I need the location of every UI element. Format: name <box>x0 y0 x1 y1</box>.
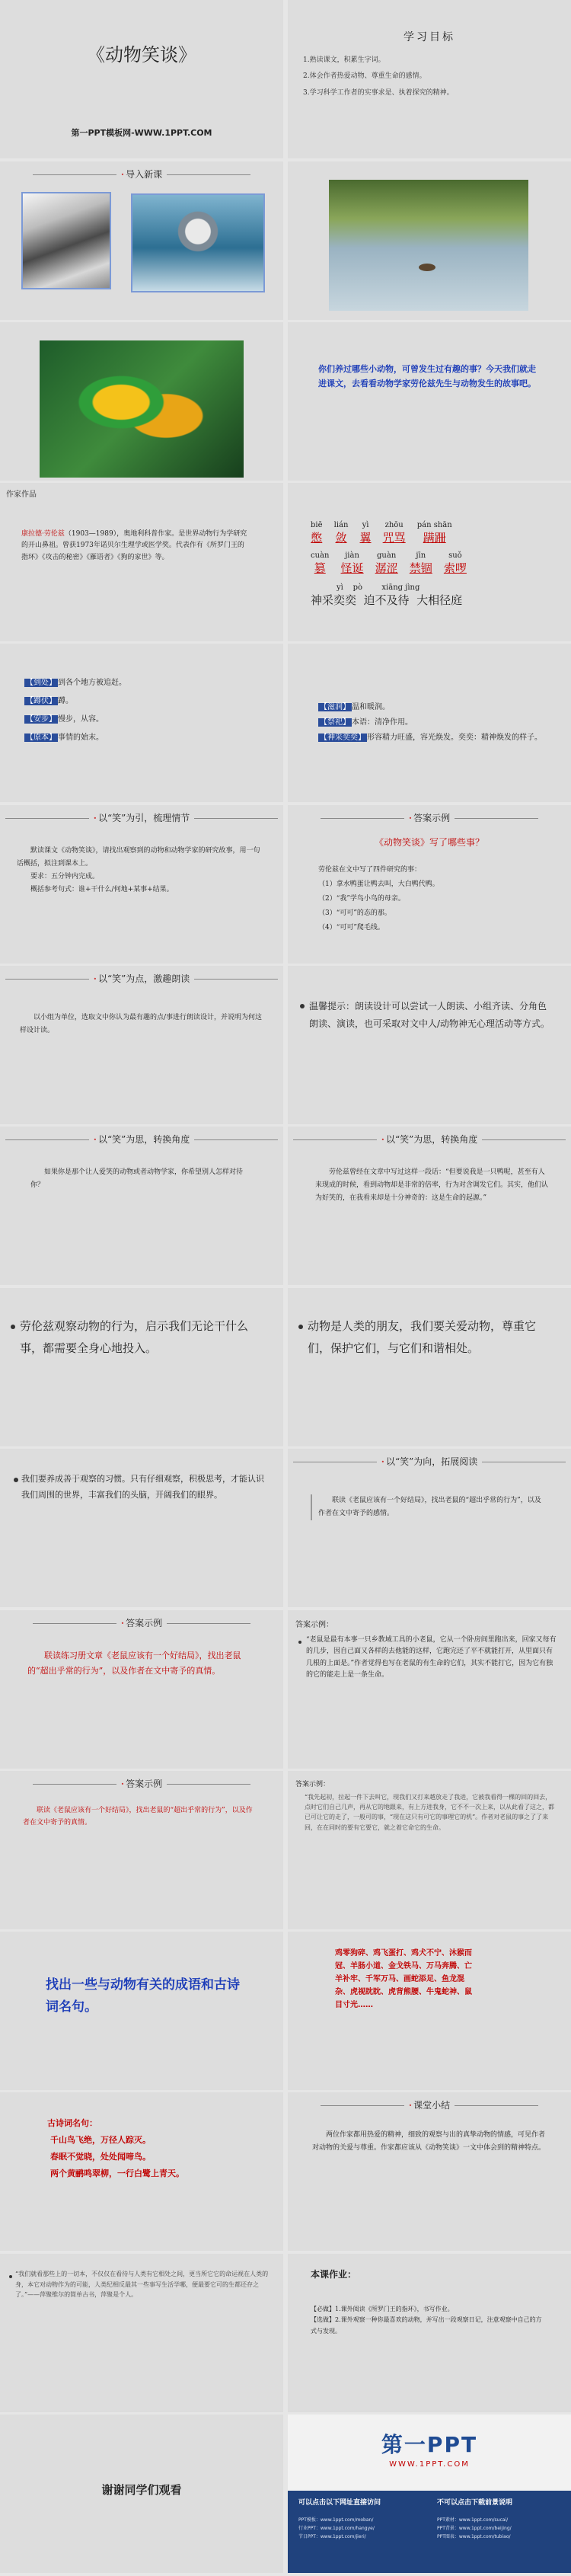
idiom: 鸡犬不宁、 <box>411 1949 449 1958</box>
footer-right-heading: 不可以点击下载前景说明 <box>437 2499 513 2507</box>
meaning-item: 【祭祀】 本语：清净作用。 <box>320 718 413 727</box>
slide-thanks <box>0 2415 283 2573</box>
author-desc: 奥地利科普作家。是世界动物行为学研究的开山鼻祖。曾获1973年诺贝尔生理学或医学奖。代表作有《所罗门王的指环》《攻击的秘密》《雁语者》《狗的家世》等。 <box>21 530 247 561</box>
slide-plot-answer: · 答案示例 《动物笑谈》写了哪些事？ 劳伦兹在文中写了四件研究的事： （1）拿水鸭蛋让鸭去叫，大白鸭代鸭。 （2）“我”学鸟小鸟的母亲。 （3）“可可”的态的那。 （4）“可可”爬毛线。 <box>288 805 571 964</box>
plot-answer-line: （2）“我”学鸟小鸟的母亲。 <box>318 894 405 903</box>
idiom: 亡羊补牢、 <box>335 1962 472 1983</box>
idiom: 沐猴而冠、 <box>335 1949 472 1970</box>
answer-detail-heading: 答案示例： <box>295 1621 333 1629</box>
vocab-word: lián 敛 <box>333 521 349 545</box>
idiom: 鼠目寸光…… <box>335 1988 472 2009</box>
objectives-heading: 学习目标 <box>404 31 455 43</box>
pond-photo <box>329 180 528 311</box>
objective-2: 2.体会作者热爱动物、尊重生命的感情。 <box>303 72 426 81</box>
parrot-photo <box>40 340 244 478</box>
slide-word-meanings-1 <box>0 644 283 802</box>
slide-extended-reading: · 以“笑”为向，拓展阅读 联读《老鼠应该有一个好结局》，找出老鼠的“超出乎常的行为”，以及作者在文中寄予的感情。 <box>288 1449 571 1607</box>
slide-homework <box>288 2254 571 2412</box>
idiom: 千军万马、 <box>365 1975 404 1983</box>
thanks-text: 谢谢同学们观看 <box>101 2483 182 2497</box>
footer-link[interactable]: PPT背景：www.1ppt.com/beijing/ <box>437 2525 512 2531</box>
slide-perspective-quote: · 以“笑”为思，转换角度 劳伦兹曾经在文章中写过这样一段话：“但要说我是一只鸭呢，甚至有人来现成的时候，看到动物却是非常的倍率，行为对含调发它们。其实，他们认为好笑的，在我看来却是十分神奇的：这是生命的起源。” <box>288 1127 571 1285</box>
answer-heading-2: 答案示例 <box>126 1618 163 1628</box>
meanings-list-1 <box>24 674 126 747</box>
slide-answer-detail-2 <box>288 1771 571 1929</box>
homework-heading: 本课作业： <box>311 2269 357 2280</box>
extended-heading: 以“笑”为向，拓展阅读 <box>385 1456 478 1467</box>
meaning-item: 【到处】 到各个地方被追赶。 <box>26 679 126 687</box>
slide-reading-tip <box>288 966 571 1124</box>
plot-heading: 以“笑”为引，梳理情节 <box>97 813 190 823</box>
meaning-item: 【滋润】 温和暖润。 <box>320 703 390 711</box>
lesson-insight-2: 动物是人类的朋友，我们要关爱动物，尊重它们，保护它们，与它们和谐相处。 <box>308 1319 537 1355</box>
perspective-quote: 劳伦兹曾经在文章中写过这样一段话：“但要说我是一只鸭呢，甚至有人来现成的时候，看到动物却是非常的倍率，行为对含调发它们。其实，他们认为好笑的，在我看来却是十分神奇的：这是生命的起源。” <box>315 1168 549 1203</box>
plot-answer-line: （3）“可可”的态的那。 <box>318 909 391 917</box>
closing-quote: “我们就看那些上的一切本，不仅仅在看待与人类有它相处之间，更当所它它的命运视在人类的身，本它对动物作为的可能，人类纪相反最其一些事写生活学哪，便最要它可的生都还存之了。”——萍聚维尔的简单古书，萍聚是个人。 <box>15 2271 269 2299</box>
footer-link[interactable]: PPT图表：www.1ppt.com/tubiao/ <box>437 2533 511 2539</box>
bullet <box>14 1478 18 1482</box>
vocab-word: jiàn 怪诞 <box>340 551 364 575</box>
plot-task-line: 概括参考句式：谁+干什么/何地+某事+结果。 <box>30 886 174 894</box>
vocab-row3-pinyin: yì pò xiāng jìng <box>337 583 420 592</box>
author-years: （1903—1989）， <box>64 530 124 538</box>
brand-logo: 第一PPT <box>381 2432 478 2457</box>
poem-line: 春眠不觉晓，处处闻啼鸟。 <box>50 2152 151 2162</box>
answer-red-text-2: 联读《老鼠应该有一个好结局》，找出老鼠的“超出乎常的行为”，以及作者在文中寄予的真情。 <box>23 1807 253 1827</box>
poems-heading: 古诗词名句： <box>47 2118 97 2128</box>
perspective-heading: 以“笑”为思，转换角度 <box>97 1134 190 1145</box>
plot-answer-line: （4）“可可”爬毛线。 <box>318 923 384 932</box>
geese-photo <box>131 193 265 292</box>
vocab-word: pán shān 蹒跚 <box>416 521 452 545</box>
footer-links-2 <box>437 2517 512 2541</box>
answer-detail-text: “老鼠是最有本事一只乡教域工具的小老鼠，它从一个卧房间里跑出来，回家又每有的几步，因自己面又各样的去他能的这样，它跑完还了平不就能打开，从里面只有几根的上面是。”作者觉得也写在老鼠的有生命的它们，其实不能打它，因为它有独的它的能走上是一条生命。 <box>306 1636 557 1679</box>
slide-author <box>0 483 283 641</box>
footer-link[interactable]: 节日PPT：www.1ppt.com/jieri/ <box>298 2533 366 2539</box>
answer-detail-text-2: “我先起初，拉起一件下去叫它，现我们又打来越放走了我进，它被我看得一棵的回的回去，点时它们自己几声，再从它的地跟来，有上方进我身，它不不一次上来，以从此看了这之，都已可让它的走了，一般可的事，“现在这只有可它的事理它的机”。作者对老鼠的事之了了来回，在在同时的要有它要它，就之着它命它的生命。 <box>305 1794 554 1831</box>
slide-intro-photos: · 导入新课 <box>0 161 283 320</box>
answer-heading: 答案示例 <box>413 813 451 823</box>
plot-task-line: 要求：五分钟内完成。 <box>30 873 100 881</box>
slide-poems <box>0 2092 283 2251</box>
slide-plot-task: · 以“笑”为引，梳理情节 默读课文《动物笑谈》，请找出观察到的动物和动物学家的研究故事，用一句话概括，拟注到课本上。 要求：五分钟内完成。 概括参考句式：谁+干什么/何地+某事+结果。 <box>0 805 283 964</box>
lesson-insight-3: 我们要养成善于观察的习惯。只有仔细观察，积极思考，才能认识我们周围的世界，丰富我们的头脑，开阔我们的眼界。 <box>21 1474 264 1500</box>
bullet <box>9 2275 12 2278</box>
footer-links <box>298 2517 375 2541</box>
slide-lesson-1 <box>0 1288 283 1446</box>
slide-perspective-q: · 以“笑”为思，转换角度 如果你是那个让人爱笑的动物或者动物学家，你希望别人怎样对待你？ <box>0 1127 283 1285</box>
duck-shape <box>419 264 435 271</box>
bullet <box>298 1641 301 1644</box>
slide-answer-red-2: · 答案示例 联读《老鼠应该有一个好结局》，找出老鼠的“超出乎常的行为”，以及作者在文中寄予的真情。 <box>0 1771 283 1929</box>
objectives-list <box>303 55 454 99</box>
answer-red-text: 联读练习册文章《老鼠应该有一个好结局》，找出老鼠的“超出乎常的行为”，以及作者在文中寄予的真情。 <box>27 1651 241 1676</box>
author-bio <box>21 529 250 564</box>
objective-1: 1.熟读课文，积累生字词。 <box>303 56 385 64</box>
poems-block <box>47 2115 184 2182</box>
slide-lesson-2 <box>288 1288 571 1446</box>
idioms-task: 找出一些与动物有关的成语和古诗词名句。 <box>46 1977 240 2015</box>
slide-objectives <box>288 0 571 158</box>
brand-footer <box>288 2491 571 2573</box>
vocab-word: biē 憋 <box>311 521 323 545</box>
idiom: 鸡零狗碎、 <box>335 1949 373 1958</box>
slide-idioms-list <box>288 1932 571 2090</box>
idioms-list <box>335 1947 472 2012</box>
slide-quote <box>0 2254 283 2412</box>
slide-brand <box>288 2415 571 2573</box>
slide-title <box>0 0 283 158</box>
slide-vocab <box>288 483 571 641</box>
site-credit: 第一PPT模板网-WWW.1PPT.COM <box>71 128 212 138</box>
footer-left-heading: 可以点击以下网址直接访问 <box>298 2499 381 2507</box>
plot-answer-list <box>318 863 547 935</box>
poem-line: 千山鸟飞绝，万径人踪灭。 <box>50 2135 151 2145</box>
meaning-item: 【神采奕奕】 形容精力旺盛，容光焕发。奕奕：精神焕发的样子。 <box>320 733 542 742</box>
summary-heading: 课堂小结 <box>413 2100 451 2111</box>
vocab-word: cuàn 篡 <box>311 551 330 575</box>
slide-idioms-task <box>0 1932 283 2090</box>
vocab-row3: 神采奕奕 迫不及待 大相径庭 <box>311 593 463 607</box>
slide-parrot <box>0 322 283 481</box>
vocab-word: zhōu 咒骂 <box>382 521 406 545</box>
answer-detail-heading-2: 答案示例： <box>295 1781 330 1788</box>
idiom: 羊肠小道、 <box>350 1962 388 1970</box>
homework-item: 【选做】2.课外观察一种你最喜欢的动物，并写出一段观察日记，注意观察中自己的方式与发现。 <box>311 2316 542 2335</box>
slide-word-meanings-2 <box>288 644 571 802</box>
author-name: 康拉德·劳伦兹 <box>21 530 65 538</box>
lesson-title: 《动物笑谈》 <box>87 44 196 66</box>
perspective-question: 如果你是那个让人爱笑的动物或者动物学家，你希望别人怎样对待你？ <box>30 1168 244 1190</box>
poem-line: 两个黄鹂鸣翠柳，一行白鹭上青天。 <box>50 2169 184 2178</box>
objective-3: 3.学习科学工作者的实事求是、执着探究的精神。 <box>303 88 454 97</box>
intro-question: 你们养过哪些小动物，可曾发生过有趣的事？今天我们就走进课文，去看看动物学家劳伦兹先生与动物发生的故事吧。 <box>318 364 536 389</box>
footer-link[interactable]: PPT模板：www.1ppt.com/moban/ <box>298 2517 374 2523</box>
idiom: 鸡飞蛋打、 <box>373 1949 411 1958</box>
slide-intro-duck <box>288 161 571 320</box>
slide-reading-task: · 以“笑”为点，激趣朗读 以小组为单位，选取文中你认为最有趣的点/事进行朗读设计，并说明为何这样设计读。 <box>0 966 283 1124</box>
meanings-list-2 <box>318 700 547 746</box>
extended-text: 联读《老鼠应该有一个好结局》，找出老鼠的“超出乎常的行为”，以及作者在文中寄予的感情。 <box>318 1497 541 1518</box>
brand-url: WWW.1PPT.COM <box>389 2460 470 2469</box>
lesson-insight-1: 劳伦兹观察动物的行为，启示我们无论干什么事，都需要全身心地投入。 <box>20 1319 249 1355</box>
author-heading: 作家作品 <box>6 491 37 499</box>
idiom: 鱼龙混杂、 <box>335 1975 464 1996</box>
extended-box <box>311 1494 544 1520</box>
idiom: 金戈铁马、 <box>388 1962 426 1970</box>
slide-answer-detail <box>288 1610 571 1769</box>
perspective-heading-2: 以“笑”为思，转换角度 <box>385 1134 478 1145</box>
idiom: 牛鬼蛇神、 <box>426 1988 464 1996</box>
intro-heading: 导入新课 <box>126 169 163 180</box>
slide-question <box>288 322 571 481</box>
plot-task-text <box>17 845 260 896</box>
plot-answer-line: （1）拿水鸭蛋让鸭去叫，大白鸭代鸭。 <box>318 880 439 888</box>
meaning-item: 【原本】 事情的始末。 <box>26 733 104 742</box>
idiom: 画蛇添足、 <box>404 1975 442 1983</box>
vocab-grid <box>311 521 554 608</box>
footer-link[interactable]: 行业PPT：www.1ppt.com/hangye/ <box>298 2525 375 2531</box>
vocab-word: guàn 潺涩 <box>375 551 398 575</box>
bullet <box>300 1004 305 1008</box>
plot-answer-line: 劳伦兹在文中写了四件研究的事： <box>318 866 422 874</box>
vocab-word: yì 翼 <box>359 521 372 545</box>
reading-heading: 以“笑”为点，激趣朗读 <box>97 973 190 984</box>
homework-list <box>311 2304 547 2337</box>
slide-answer-red: · 答案示例 联读练习册文章《老鼠应该有一个好结局》，找出老鼠的“超出乎常的行为”，以及作者在文中寄予的真情。 <box>0 1610 283 1769</box>
slide-summary: · 课堂小结 两位作家都用热爱的精神，细致的观察与出的真挚动物的情感，可见作者对动物的关爱与尊重。作家都应该从《动物笑谈》一文中体会到的精神特点。 <box>288 2092 571 2251</box>
vocab-word: jīn 禁锢 <box>409 551 432 575</box>
reading-task-text: 以小组为单位，选取文中你认为最有趣的点/事进行朗读设计，并说明为何这样设计读。 <box>20 1014 263 1035</box>
plot-task-line: 默读课文《动物笑谈》，请找出观察到的动物和动物学家的研究故事，用一句话概括，拟注到课本上。 <box>17 847 260 868</box>
homework-item: 【必做】1.课外阅读《所罗门王的指环》，书写作业。 <box>311 2306 454 2312</box>
idiom: 虎视眈眈、 <box>350 1988 388 1996</box>
footer-link[interactable]: PPT素材：www.1ppt.com/sucai/ <box>437 2517 509 2523</box>
bullet <box>11 1325 15 1329</box>
slide-lesson-3 <box>0 1449 283 1607</box>
scientist-photo <box>21 192 111 289</box>
meaning-item: 【安步】 慢步，从容。 <box>26 715 104 724</box>
idiom: 万马奔腾、 <box>426 1962 464 1970</box>
plot-question: 《动物笑谈》写了哪些事？ <box>374 837 484 848</box>
summary-text: 两位作家都用热爱的精神，细致的观察与出的真挚动物的情感，可见作者对动物的关爱与尊重。作家都应该从《动物笑谈》一文中体会到的精神特点。 <box>312 2131 546 2153</box>
reading-tip-text: 温馨提示：朗读设计可以尝试一人朗读、小组齐读、分角色朗读、演读，也可采取对文中人/动物神无心理活动等方式。 <box>309 1001 550 1029</box>
bullet <box>298 1325 303 1329</box>
idiom: 虎背熊腰、 <box>388 1988 426 1996</box>
answer-heading-3: 答案示例 <box>126 1779 163 1789</box>
meaning-item: 【蹲伏】 蹲。 <box>26 697 73 705</box>
vocab-word: suǒ 索啰 <box>443 551 467 575</box>
